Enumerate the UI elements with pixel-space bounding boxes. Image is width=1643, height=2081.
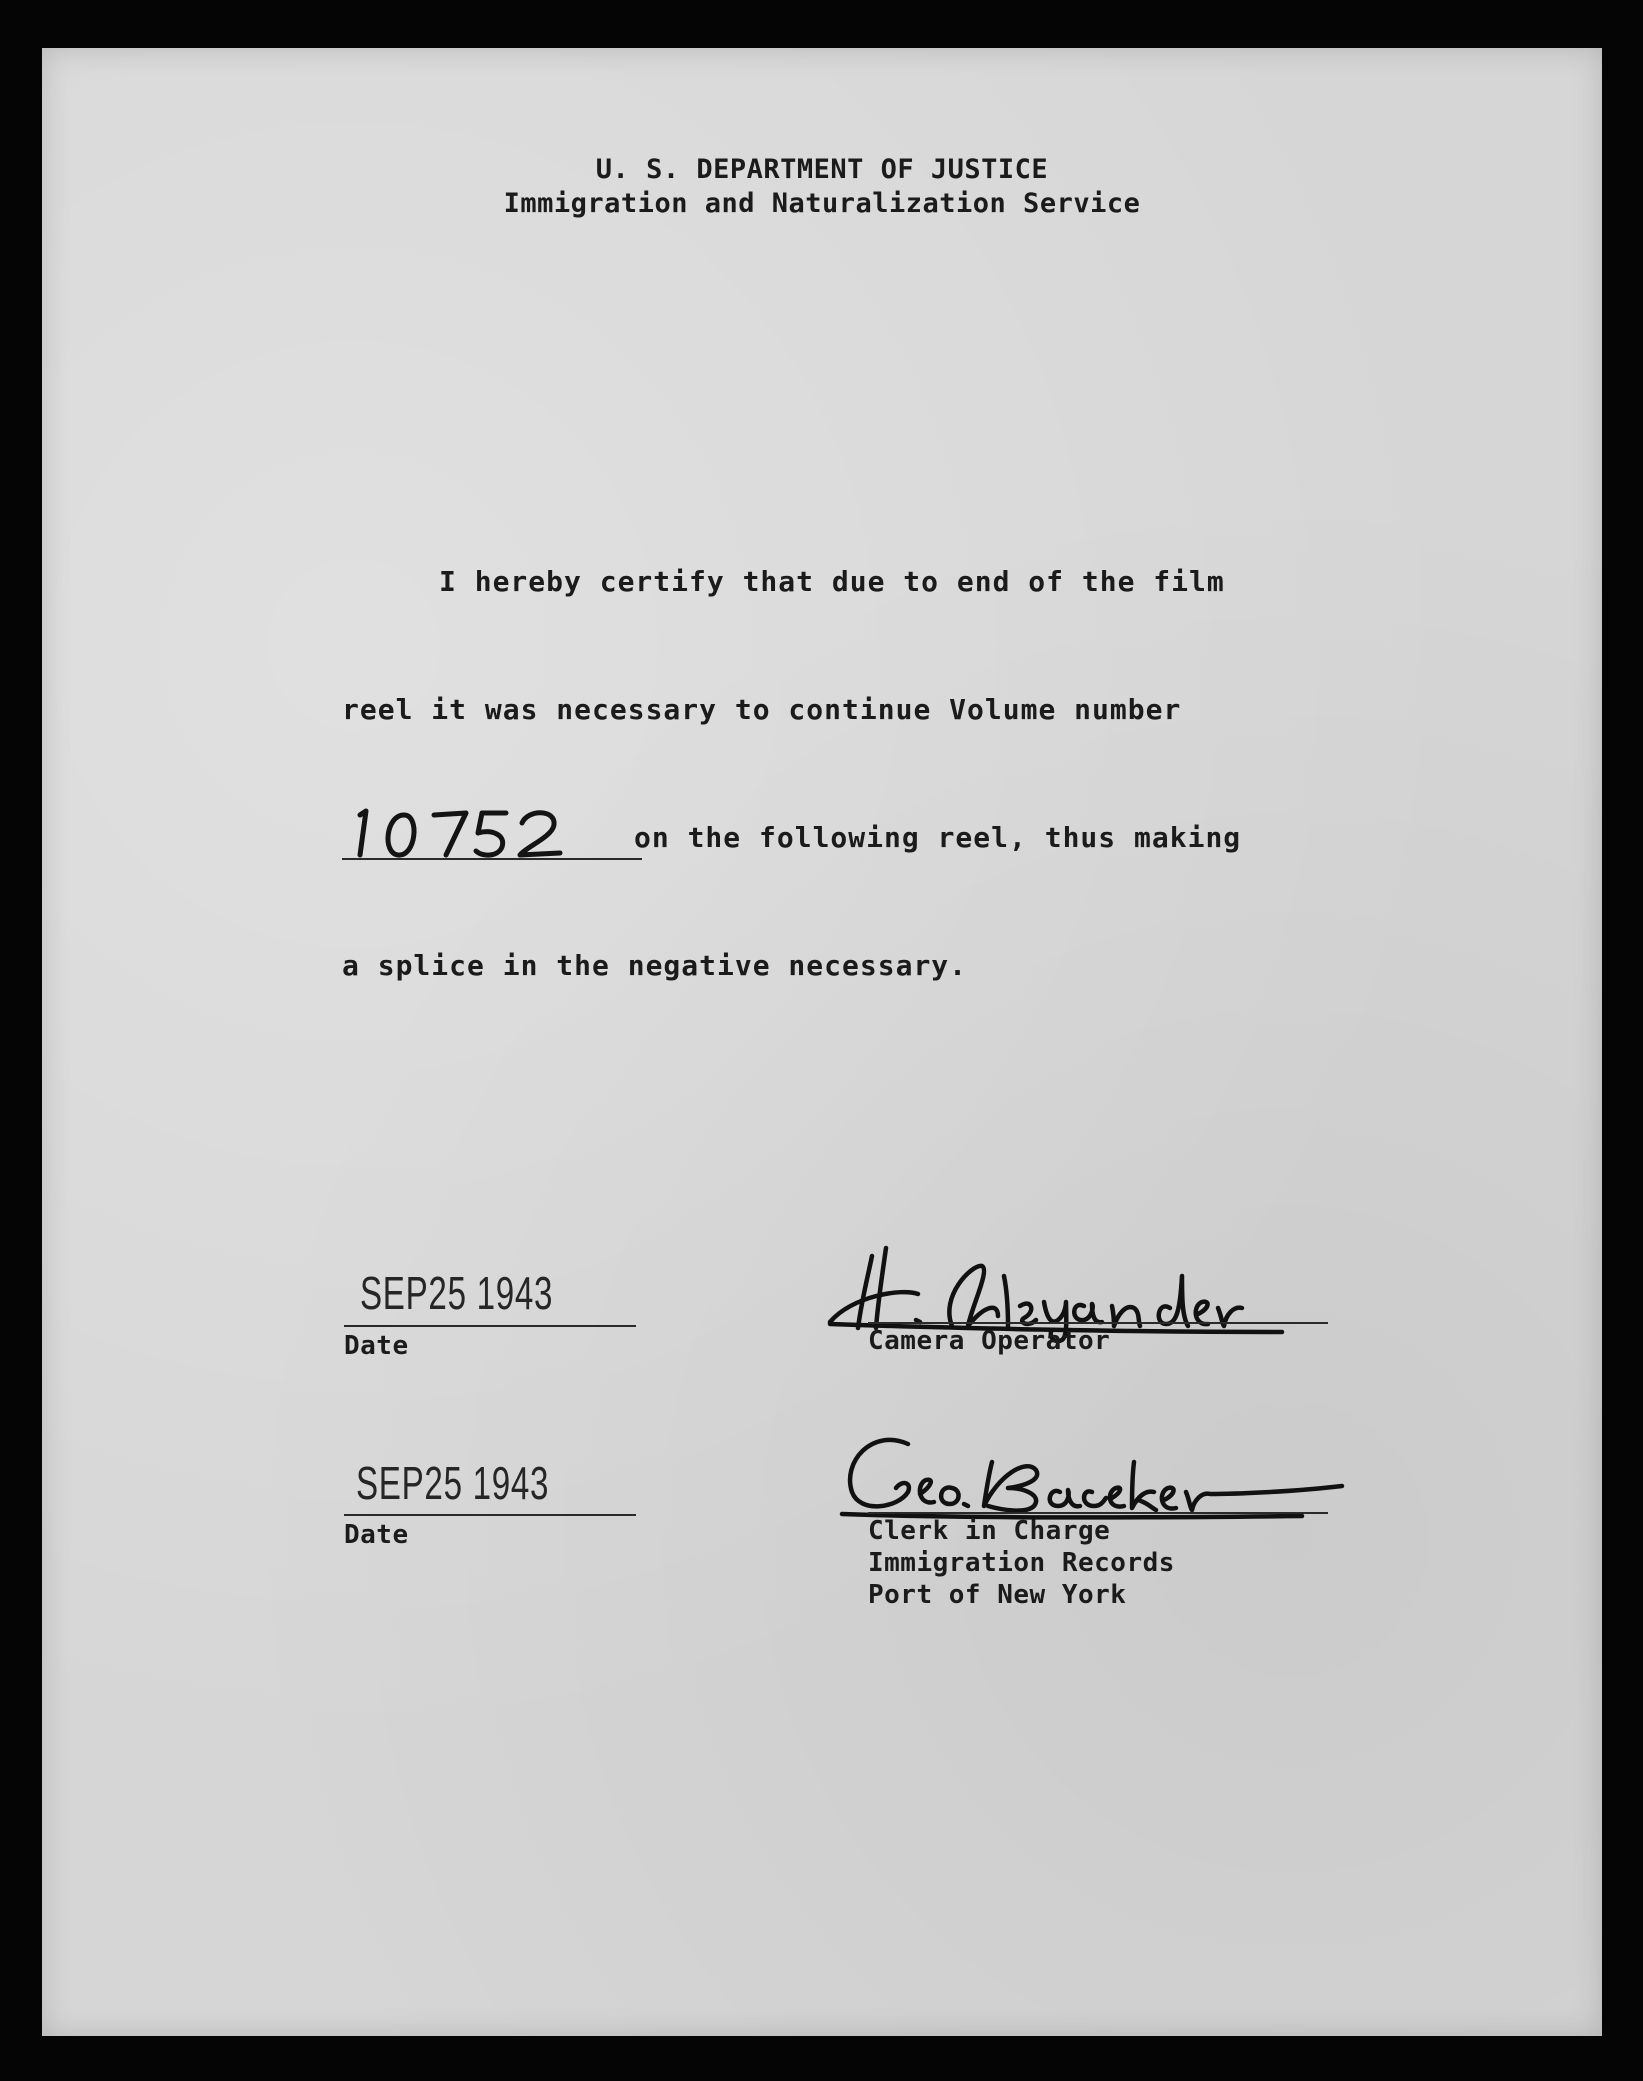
date-label-2: Date	[344, 1520, 409, 1550]
volume-number-handwritten	[342, 803, 642, 863]
date-stamp-2: SEP25 1943	[356, 1457, 550, 1509]
signature-line-2	[868, 1512, 1328, 1514]
certification-line-4: a splice in the negative necessary.	[342, 949, 968, 982]
signature-title-1: Camera Operator	[868, 1326, 1111, 1356]
date-label-1: Date	[344, 1331, 409, 1361]
date-line-2	[344, 1514, 636, 1516]
date-line-1	[344, 1325, 636, 1327]
date-stamp-1: SEP25 1943	[360, 1267, 554, 1319]
volume-number-blank-line	[342, 858, 642, 860]
document-page	[42, 48, 1602, 2036]
certification-line-1: I hereby certify that due to end of the film	[439, 565, 1225, 598]
signature-title-2-line-2: Immigration Records	[868, 1548, 1175, 1578]
signature-title-2-line-1: Clerk in Charge	[868, 1516, 1111, 1546]
letterhead-service: Immigration and Naturalization Service	[503, 188, 1141, 219]
certification-line-3: on the following reel, thus making	[634, 821, 1242, 854]
signature-line-1	[868, 1322, 1328, 1324]
letterhead-agency: U. S. DEPARTMENT OF JUSTICE	[595, 154, 1049, 185]
certification-line-2: reel it was necessary to continue Volume number	[342, 693, 1182, 726]
signature-title-2-line-3: Port of New York	[868, 1580, 1127, 1610]
